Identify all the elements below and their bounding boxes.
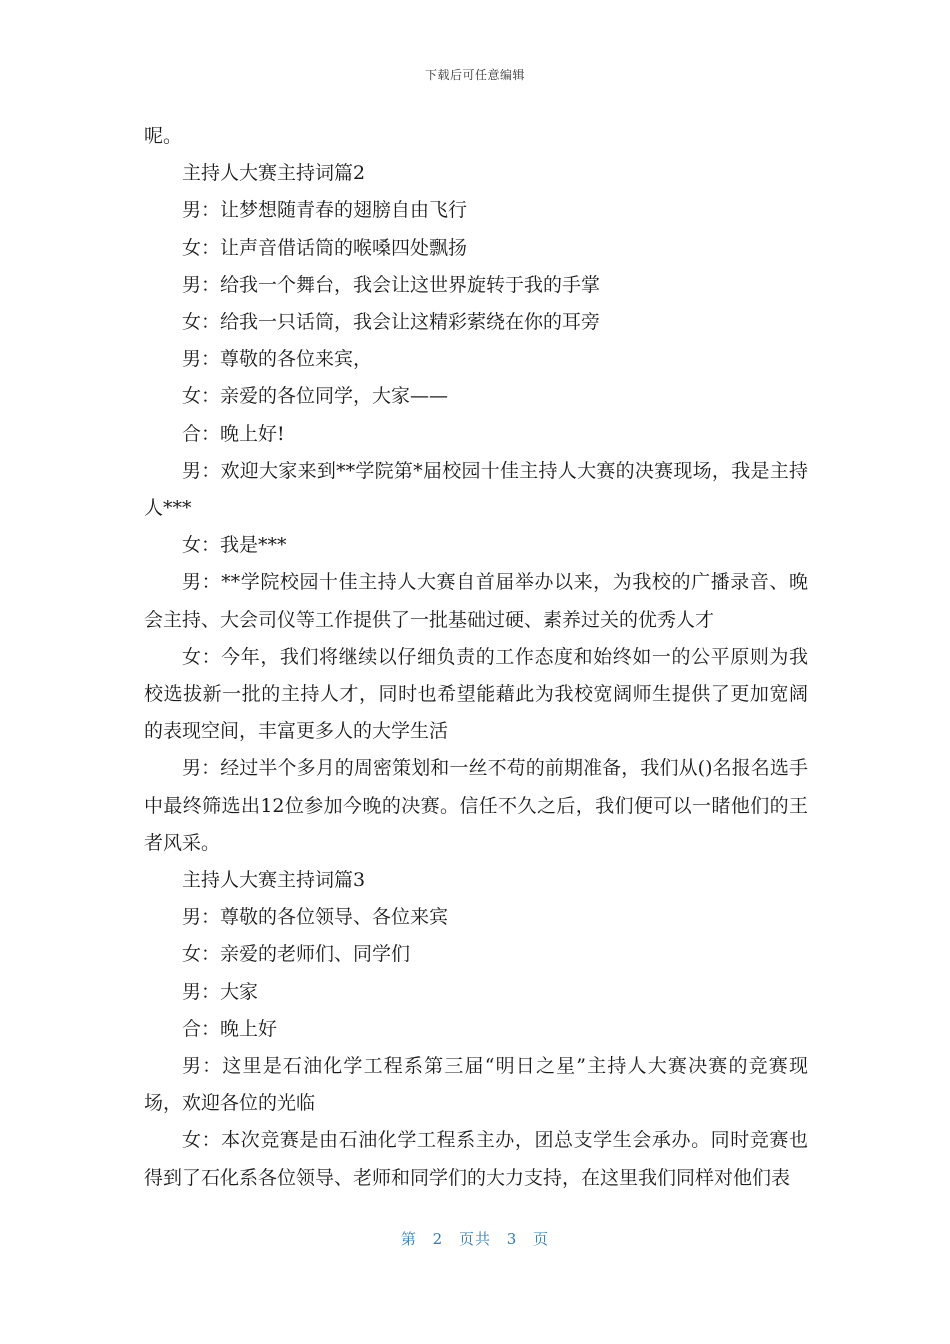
paragraph: 女：让声音借话筒的喉嗓四处飘扬 (182, 236, 468, 259)
page-footer (0, 1228, 950, 1249)
paragraph: 女：我是*** (182, 534, 287, 557)
paragraph: 女：亲爱的各位同学，大家—— (182, 385, 449, 408)
paragraph: 男：经过半个多月的周密策划和一丝不苟的前期准备，我们从()名报名选手中最终筛选出12位参加今晚的决赛。信任不久之后，我们便可以一睹他们的王者风采。 (144, 757, 808, 854)
paragraph: 男：让梦想随青春的翅膀自由飞行 (182, 199, 468, 222)
footer-middle: 页共 (458, 1230, 491, 1248)
paragraph: 女：本次竞赛是由石油化学工程系主办，团总支学生会承办。同时竞赛也得到了石化系各位领导、老师和同学们的大力支持，在这里我们同样对他们表 (144, 1129, 808, 1189)
paragraph: 男：这里是石油化学工程系第三届“明日之星”主持人大赛决赛的竞赛现场，欢迎各位的光临 (144, 1055, 808, 1115)
paragraph: 男：尊敬的各位领导、各位来宾 (182, 906, 449, 929)
section-heading: 主持人大赛主持词篇2 (182, 162, 366, 185)
paragraph: 女：亲爱的老师们、同学们 (182, 943, 411, 966)
footer-total-pages: 3 (506, 1230, 518, 1248)
section-heading: 主持人大赛主持词篇3 (182, 869, 366, 892)
document-body (144, 118, 808, 1197)
paragraph: 男：**学院校园十佳主持人大赛自首届举办以来，为我校的广播录音、晚会主持、大会司仪等工作提供了一批基础过硬、素养过关的优秀人才 (144, 571, 808, 631)
paragraph: 男：给我一个舞台，我会让这世界旋转于我的手掌 (182, 273, 601, 296)
footer-prefix: 第 (400, 1230, 417, 1248)
footer-suffix: 页 (533, 1230, 550, 1248)
paragraph: 男：欢迎大家来到**学院第*届校园十佳主持人大赛的决赛现场，我是主持人*** (144, 459, 808, 520)
paragraph: 男：大家 (182, 980, 259, 1003)
header-note: 下载后可任意编辑 (424, 68, 525, 82)
paragraph: 女：给我一只话筒，我会让这精彩萦绕在你的耳旁 (182, 311, 601, 334)
paragraph: 男：尊敬的各位来宾， (182, 348, 373, 371)
paragraph: 女：今年，我们将继续以仔细负责的工作态度和始终如一的公平原则为我校选拔新一批的主持人才，同时也希望能藉此为我校宽阔师生提供了更加宽阔的表现空间，丰富更多人的大学生活 (144, 645, 808, 743)
paragraph: 合：晚上好 (182, 1017, 278, 1040)
paragraph: 合：晚上好! (182, 422, 285, 445)
footer-current-page: 2 (432, 1230, 444, 1248)
paragraph: 呢。 (144, 125, 183, 147)
